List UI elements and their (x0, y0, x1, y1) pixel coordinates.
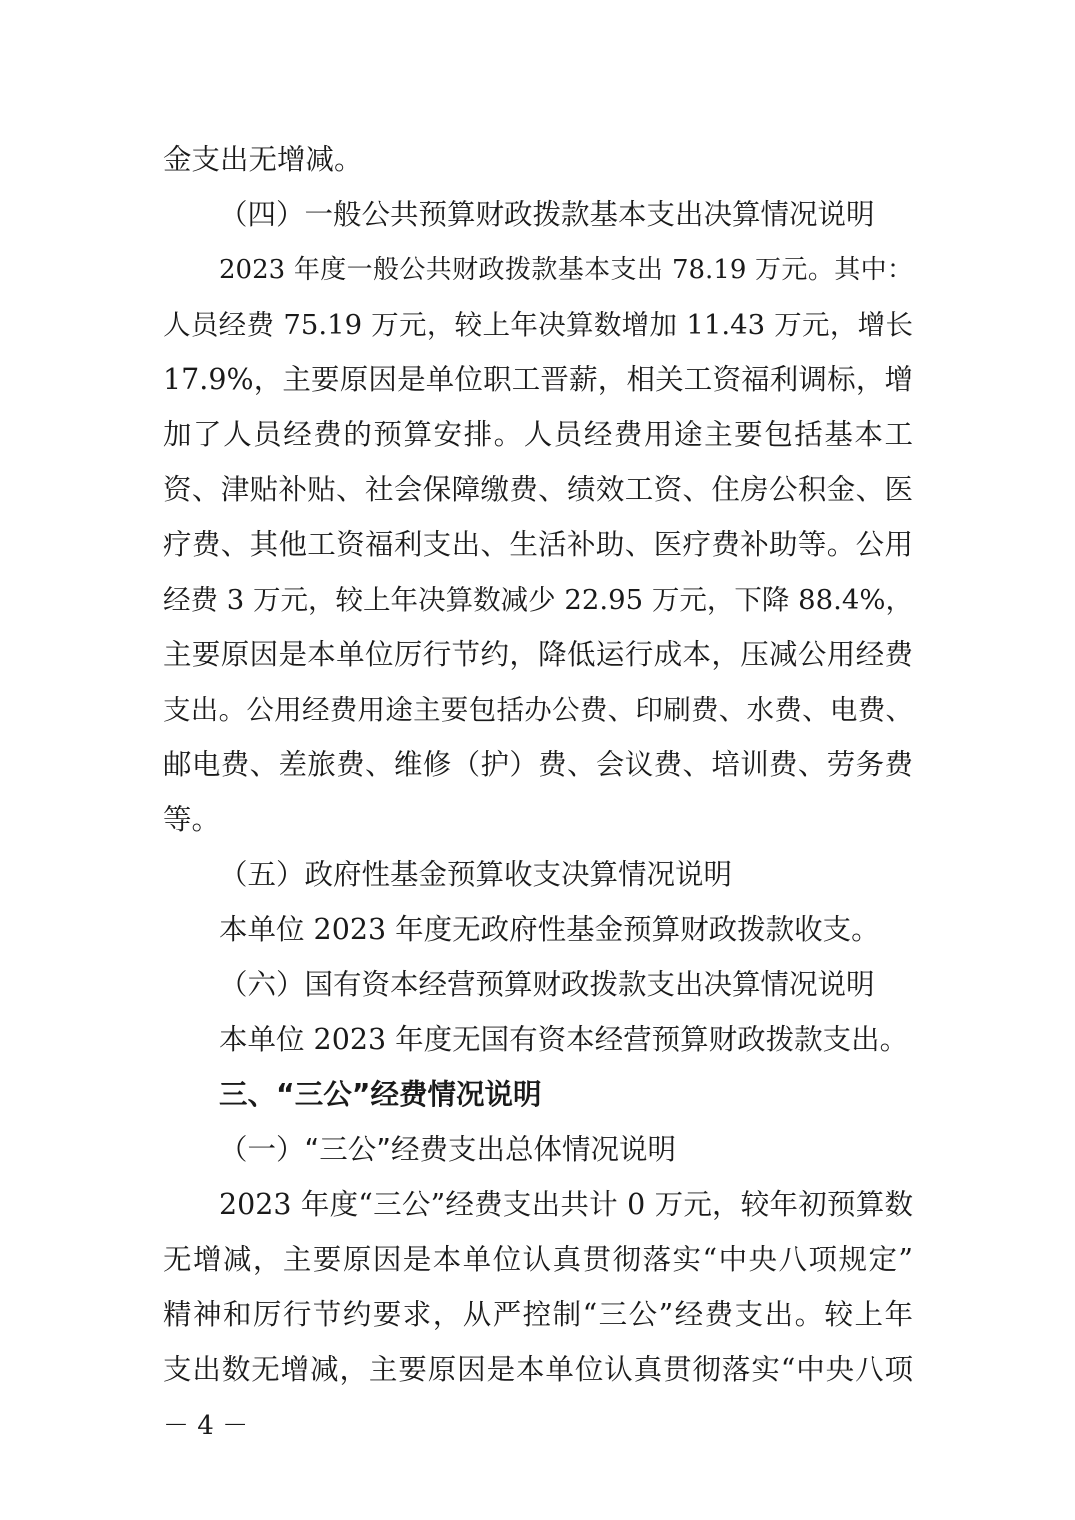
body-text-line: 金支出无增减。 (163, 143, 363, 176)
chapter-heading: 三、“三公”经费情况说明 (219, 1078, 542, 1111)
body-text-line: 精神和厉行节约要求，从严控制“三公”经费支出。较上年 (163, 1298, 913, 1331)
body-text-line: 支出数无增减，主要原因是本单位认真贯彻落实“中央八项 (163, 1353, 913, 1386)
body-text-line: 疗费、其他工资福利支出、生活补助、医疗费补助等。公用 (163, 528, 913, 561)
body-text-line: 资、津贴补贴、社会保障缴费、绩效工资、住房公积金、医 (163, 473, 913, 506)
body-text-line: 2023 年度“三公”经费支出共计 0 万元，较年初预算数 (219, 1188, 913, 1221)
body-text-line: 等。 (163, 803, 221, 836)
body-text-line: 经费 3 万元，较上年决算数减少 22.95 万元，下降 88.4%， (163, 584, 913, 616)
section-heading: （一）“三公”经费支出总体情况说明 (219, 1133, 677, 1166)
body-text-line: 17.9%，主要原因是单位职工晋薪，相关工资福利调标，增 (163, 363, 913, 396)
body-text-line: 支出。公用经费用途主要包括办公费、印刷费、水费、电费、 (163, 694, 913, 726)
body-text-line: 邮电费、差旅费、维修（护）费、会议费、培训费、劳务费 (163, 748, 913, 781)
section-heading: （四）一般公共预算财政拨款基本支出决算情况说明 (219, 198, 875, 231)
body-text-line: 加了人员经费的预算安排。人员经费用途主要包括基本工 (163, 418, 913, 451)
section-heading: （六）国有资本经营预算财政拨款支出决算情况说明 (219, 968, 875, 1001)
page-number: － 4 － (163, 1411, 249, 1441)
body-text-line: 无增减，主要原因是本单位认真贯彻落实“中央八项规定” (163, 1243, 913, 1276)
body-text-line: 本单位 2023 年度无国有资本经营预算财政拨款支出。 (219, 1023, 909, 1056)
body-text-line: 主要原因是本单位厉行节约，降低运行成本，压减公用经费 (163, 638, 913, 671)
body-text-line: 2023 年度一般公共财政拨款基本支出 78.19 万元。其中： (219, 255, 913, 285)
section-heading: （五）政府性基金预算收支决算情况说明 (219, 858, 733, 891)
body-text-line: 本单位 2023 年度无政府性基金预算财政拨款收支。 (219, 913, 880, 946)
body-text-line: 人员经费 75.19 万元，较上年决算数增加 11.43 万元，增长 (163, 309, 913, 341)
